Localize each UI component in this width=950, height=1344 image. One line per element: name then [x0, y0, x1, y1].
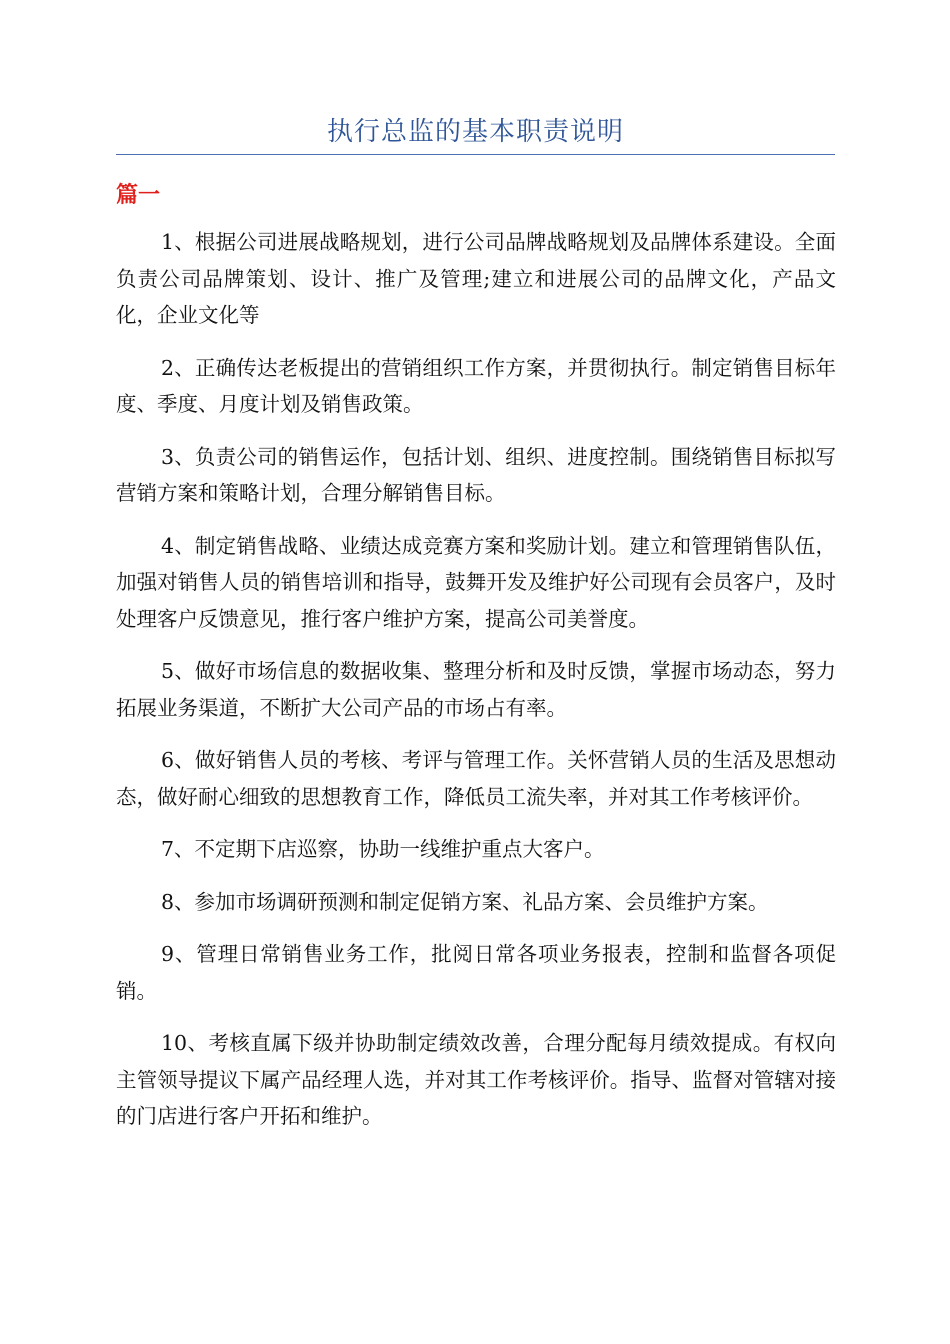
paragraph-7: 7、不定期下店巡察，协助一线维护重点大客户。: [161, 837, 605, 861]
title-divider: [116, 154, 835, 155]
paragraph-4: 4、制定销售战略、业绩达成竞赛方案和奖励计划。建立和管理销售队伍，加强对销售人员的销售培训和指导，鼓舞开发及维护好公司现有会员客户，及时处理客户反馈意见，推行客户维护方案，提高公司美誉度。: [116, 533, 836, 631]
paragraph-6: 6、做好销售人员的考核、考评与管理工作。关怀营销人员的生活及思想动态，做好耐心细致的思想教育工作，降低员工流失率，并对其工作考核评价。: [116, 748, 836, 809]
paragraph-9: 9、管理日常销售业务工作，批阅日常各项业务报表，控制和监督各项促销。: [116, 942, 836, 1003]
document-body: [116, 224, 836, 1151]
paragraph-5: 5、做好市场信息的数据收集、整理分析和及时反馈，掌握市场动态，努力拓展业务渠道，不断扩大公司产品的市场占有率。: [116, 659, 836, 720]
section-heading: 篇一: [116, 182, 161, 208]
paragraph-2: 2、正确传达老板提出的营销组织工作方案，并贯彻执行。制定销售目标年度、季度、月度计划及销售政策。: [116, 355, 836, 416]
paragraph-8: 8、参加市场调研预测和制定促销方案、礼品方案、会员维护方案。: [161, 889, 769, 914]
paragraph-3: 3、负责公司的销售运作，包括计划、组织、进度控制。围绕销售目标拟写营销方案和策略计划，合理分解销售目标。: [116, 444, 836, 505]
document-title: 执行总监的基本职责说明: [326, 117, 624, 147]
paragraph-10: 10、考核直属下级并协助制定绩效改善，合理分配每月绩效提成。有权向主管领导提议下属产品经理人选，并对其工作考核评价。指导、监督对管辖对接的门店进行客户开拓和维护。: [116, 1031, 836, 1128]
paragraph-1: 1、根据公司进展战略规划，进行公司品牌战略规划及品牌体系建设。全面负责公司品牌策划、设计、推广及管理;建立和进展公司的品牌文化，产品文化，企业文化等: [116, 230, 836, 327]
